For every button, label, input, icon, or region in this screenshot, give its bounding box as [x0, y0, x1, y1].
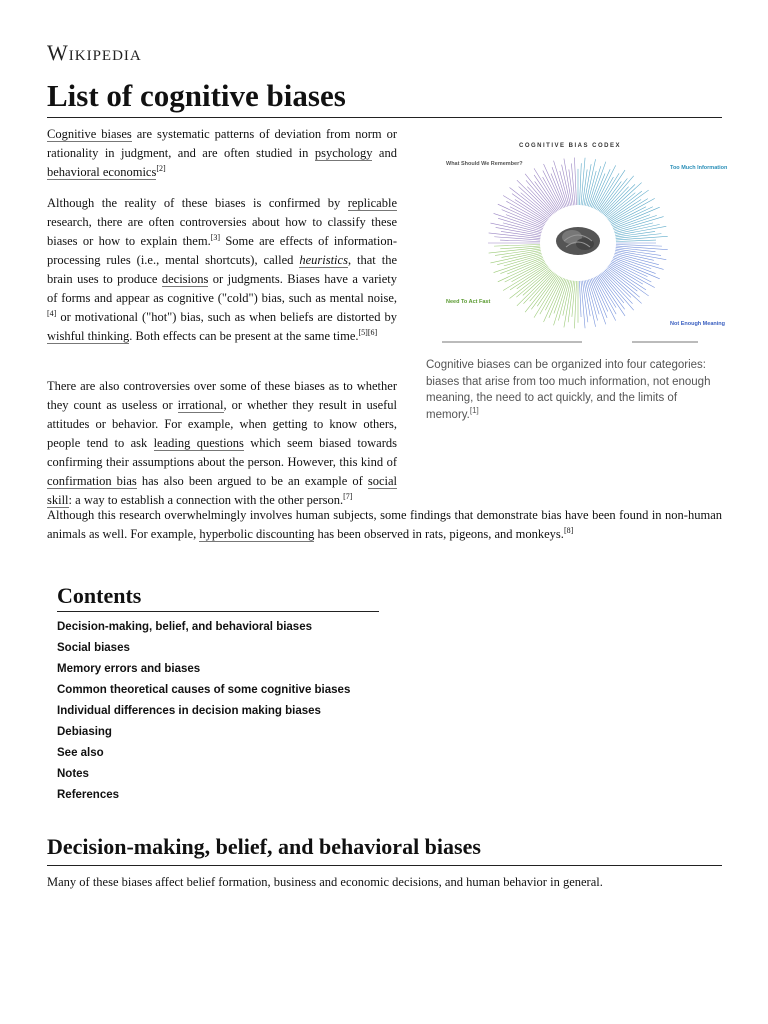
codex-spoke	[534, 175, 558, 211]
codex-spoke	[613, 207, 660, 227]
intro-paragraph-2: Although the reality of these biases is confirmed by replicable research, there are often controversies about how to classify these biases or how to explain them.[3] Some are effects of information-processing rules (i.e., mental shortcuts), called heuristics, that the brain uses to produce decisions or judgments. Biases have a variety of forms and appear as cognitive ("cold") bias, such as mental noise,[4] or motivational ("hot") bias, such as when beliefs are distorted by wishful thinking. Both effects can be present at the same time.[5][6]	[47, 196, 398, 343]
codex-spoke	[512, 194, 548, 220]
codex-spoke	[613, 259, 660, 279]
citation-8[interactable]: [8]	[563, 525, 574, 535]
codex-spoke	[616, 244, 662, 246]
codex-spoke	[600, 178, 627, 212]
codex-spoke	[494, 237, 540, 240]
link-leading-questions[interactable]: leading questions	[153, 436, 244, 450]
quadrant-meaning-label: Not Enough Meaning	[670, 321, 725, 327]
page-title: List of cognitive biases	[47, 78, 346, 113]
quadrant-act-label: Need To Act Fast	[446, 299, 491, 305]
codex-spoke	[604, 184, 635, 215]
link-psychology[interactable]: psychology	[314, 146, 373, 160]
section-paragraph: Many of these biases affect belief formation, business and economic decisions, and human behavior in general.	[47, 875, 603, 889]
codex-spoke	[616, 236, 668, 240]
section-rule	[47, 865, 722, 866]
link-hyperbolic-discounting[interactable]: hyperbolic discounting	[199, 527, 315, 541]
codex-spoke	[574, 281, 576, 328]
link-replicable[interactable]: replicable	[347, 196, 397, 210]
cognitive-bias-codex-image[interactable]	[432, 137, 728, 351]
toc-item-individual-differences[interactable]: Individual differences in decision making biases	[57, 705, 321, 717]
toc-item-theoretical-causes[interactable]: Common theoretical causes of some cognitive biases	[57, 684, 351, 696]
codex-spoke	[609, 265, 646, 290]
toc-item-memory-errors[interactable]: Memory errors and biases	[57, 663, 201, 675]
toc-item-references[interactable]: References	[57, 789, 120, 801]
intro-paragraph-1: Cognitive biases are systematic patterns of deviation from norm or rationality in judgment, and are often studied in psychology and behavioral economics[2]	[47, 127, 397, 179]
codex-spoke	[615, 253, 659, 264]
table-of-contents	[57, 619, 350, 808]
codex-spoke	[544, 278, 564, 322]
link-wishful-thinking[interactable]: wishful thinking	[47, 329, 130, 343]
codex-spoke	[610, 199, 648, 222]
codex-spoke	[572, 281, 575, 317]
toc-rule	[57, 611, 379, 612]
codex-spoke	[616, 240, 656, 241]
quadrant-information-label: Too Much Information	[670, 165, 728, 171]
wikipedia-wordmark[interactable]: Wikipedia	[47, 40, 142, 65]
citation-5-6[interactable]: [5][6]	[358, 327, 378, 337]
codex-spoke	[579, 163, 581, 205]
codex-spoke	[594, 165, 616, 208]
codex-spoke	[500, 240, 540, 241]
codex-spoke	[534, 168, 559, 209]
codex-spoke	[494, 244, 540, 246]
codex-spoke	[588, 166, 600, 206]
codex-spoke	[574, 158, 576, 205]
toc-item-debiasing[interactable]: Debiasing	[57, 726, 112, 738]
title-rule	[47, 117, 722, 118]
toc-item-decision-making[interactable]: Decision-making, belief, and behavioral biases	[57, 621, 312, 633]
toc-item-notes[interactable]: Notes	[57, 768, 89, 780]
codex-spoke	[616, 246, 668, 250]
link-decisions[interactable]: decisions	[161, 272, 209, 286]
citation-3[interactable]: [3]	[210, 232, 221, 242]
codex-spoke	[581, 158, 585, 205]
toc-item-social-biases[interactable]: Social biases	[57, 642, 130, 654]
citation-1[interactable]: [1]	[469, 405, 479, 415]
intro-paragraph-3: There are also controversies over some of these biases as to whether they count as useless or irrational, or whether they result in useful attitudes or behavior. For example, when getting to know others, people tend to ask leading questions which seem biased towards confirming their assumptions about the person. However, this kind of confirmation bias has also been argued to be an example of social skill: a way to establish a connection with the other person.[7]	[47, 379, 398, 507]
toc-item-see-also[interactable]: See also	[57, 747, 104, 759]
brain-icon	[556, 227, 600, 255]
codex-heading: COGNITIVE BIAS CODEX	[518, 143, 622, 149]
codex-spoke	[581, 281, 585, 328]
codex-spoke	[510, 265, 547, 290]
citation-4[interactable]: [4]	[47, 308, 57, 318]
section-heading-decision-making: Decision-making, belief, and behavioral biases	[47, 834, 481, 859]
codex-spoke	[594, 278, 616, 321]
link-social-skill[interactable]: social skill	[47, 474, 397, 507]
link-heuristics[interactable]: heuristics	[299, 253, 348, 267]
codex-spoke	[560, 171, 569, 206]
link-irrational[interactable]: irrational	[177, 398, 224, 412]
toc-title: Contents	[57, 583, 142, 608]
citation-2[interactable]: [2]	[156, 163, 166, 173]
figure-caption: Cognitive biases can be organized into four categories: biases that arise from too much information, not enough meaning, the need to act quickly, and the limits of memory.[1]	[426, 359, 711, 421]
codex-spoke	[571, 163, 575, 205]
codex-spoke	[534, 276, 559, 317]
intro-paragraph-4: Although this research overwhelmingly involves human subjects, some findings that demonstrate bias have been found in non-human animals as well. For example, hyperbolic discounting has been observed in rats, pigeons, and monkeys.[8]	[47, 508, 722, 541]
codex-spoke	[531, 275, 557, 310]
quadrant-memory-label: What Should We Remember?	[446, 161, 523, 167]
codex-spoke	[599, 275, 625, 310]
citation-7[interactable]: [7]	[343, 491, 353, 501]
codex-diagram	[432, 137, 728, 351]
link-confirmation-bias[interactable]: confirmation bias	[47, 474, 137, 488]
link-behavioral-economics[interactable]: behavioral economics	[47, 165, 157, 179]
link-cognitive-biases[interactable]: Cognitive biases	[47, 127, 132, 141]
codex-spoke	[579, 281, 581, 317]
